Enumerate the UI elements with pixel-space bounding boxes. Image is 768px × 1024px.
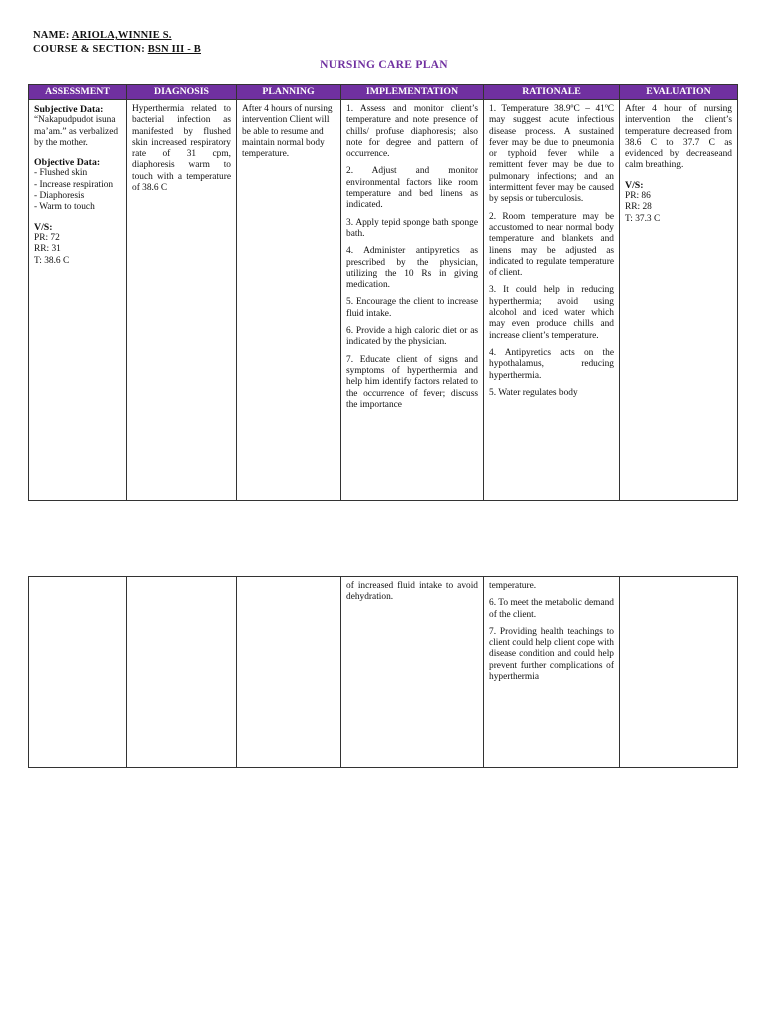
col-header-implementation: IMPLEMENTATION [341, 85, 484, 100]
rationale-item: 6. To meet the metabolic demand of the client. [489, 598, 614, 620]
rationale-item: 3. It could help in reducing hyperthermia; avoid using alcohol and iced water which may even produce chills and increase client’s temperature. [489, 285, 614, 341]
subjective-heading: Subjective Data: [34, 104, 104, 115]
col-header-evaluation: EVALUATION [620, 85, 738, 100]
col-header-assessment: ASSESSMENT [29, 85, 127, 100]
subjective-text: “Nakapudpudot isuna ma’am.” as verbalized by the mother. [34, 115, 119, 148]
planning-cell-cont [237, 577, 341, 768]
vs-pr: PR: 72 [34, 232, 60, 243]
rationale-item: 4. Antipyretics acts on the hypothalamus, reducing hyperthermia. [489, 347, 614, 381]
evaluation-vs-rr: RR: 28 [625, 202, 652, 213]
assessment-cell-cont [29, 577, 127, 768]
rationale-item: 5. Water regulates body [489, 387, 578, 398]
implementation-item: 4. Administer antipyretics as prescribed by the physician, utilizing the 10 Rs in giving medication. [346, 246, 478, 291]
diagnosis-text: Hyperthermia related to bacterial infection as manifested by flushed skin increased respiratory rate of 31 cpm, diaphoresis warm to touch with a temperature of 38.6 C [132, 104, 231, 194]
implementation-item: 6. Provide a high caloric diet or as indicated by the physician. [346, 326, 478, 348]
course-value: BSN III - B [147, 44, 202, 55]
course-label: COURSE & SECTION: [33, 44, 145, 55]
rationale-cell-cont [484, 577, 620, 768]
course-line [33, 44, 201, 55]
evaluation-cell-cont [620, 577, 738, 768]
col-header-planning: PLANNING [237, 85, 341, 100]
name-label: NAME: [33, 30, 70, 41]
care-plan-table [28, 84, 738, 501]
care-plan-table-continued [28, 576, 738, 768]
evaluation-vs-heading: V/S: [625, 179, 644, 191]
implementation-cell-cont [341, 577, 484, 768]
implementation-item: 5. Encourage the client to increase fluid intake. [346, 297, 478, 319]
objective-heading: Objective Data: [34, 157, 101, 169]
diagnosis-cell [127, 100, 237, 501]
implementation-item: 7. Educate client of signs and symptoms of hyperthermia and help him identify factors related to the occurrence of fever; discuss the importance [346, 354, 478, 410]
rationale-item: 7. Providing health teachings to client could help client cope with disease condition and could help prevent further complications of hyperthermia [489, 626, 614, 683]
rationale-item: 2. Room temperature may be accustomed to near normal body temperature and blankets and linens may be adjusted as indicated to regulate temperature of client. [489, 211, 614, 279]
list-item: - Diaphoresis [34, 191, 85, 202]
implementation-cont-text: of increased fluid intake to avoid dehydration. [346, 581, 478, 603]
list-item: - Increase respiration [34, 179, 114, 190]
assessment-cell [29, 100, 127, 501]
vs-rr: RR: 31 [34, 244, 61, 255]
objective-list [34, 168, 121, 213]
list-item: - Warm to touch [34, 202, 95, 213]
implementation-cell [341, 100, 484, 501]
col-header-diagnosis: DIAGNOSIS [127, 85, 237, 100]
rationale-item: temperature. [489, 581, 537, 591]
implementation-item: 2. Adjust and monitor environmental factors like room temperature and bed linens as indicated. [346, 166, 478, 211]
list-item: - Flushed skin [34, 168, 88, 179]
evaluation-vs-temp: T: 37.3 C [625, 213, 661, 224]
rationale-item: 1. Temperature 38.9ºC – 41ºC may suggest acute infectious disease process. A sustained fever may be due to pneumonia or typhoid fever while a remittent fever may be due to pulmonary infections; and an intermittent fever may be caused by sepsis or tuberculosis. [489, 104, 614, 205]
evaluation-vs-pr: PR: 86 [625, 191, 651, 202]
vs-heading: V/S: [34, 221, 53, 233]
rationale-cell [484, 100, 620, 501]
diagnosis-cell-cont [127, 577, 237, 768]
implementation-item: 3. Apply tepid sponge bath sponge bath. [346, 217, 478, 239]
page-title: NURSING CARE PLAN [320, 59, 448, 71]
name-line [33, 30, 172, 41]
name-value: ARIOLA,WINNIE S. [71, 30, 172, 41]
planning-cell [237, 100, 341, 501]
col-header-rationale: RATIONALE [484, 85, 620, 100]
evaluation-text: After 4 hour of nursing intervention the client’s temperature decreased from 38.6 C to 37.7 C as evidenced by decreaseand calm breathing. [625, 104, 732, 171]
evaluation-cell [620, 100, 738, 501]
planning-text: After 4 hours of nursing intervention Client will be able to resume and maintain normal body temperature. [242, 104, 333, 160]
implementation-item: 1. Assess and monitor client’s temperature and note presence of chills/ profuse diaphoresis; also note for degree and pattern of occurrence. [346, 104, 478, 160]
vs-temp: T: 38.6 C [34, 255, 70, 266]
